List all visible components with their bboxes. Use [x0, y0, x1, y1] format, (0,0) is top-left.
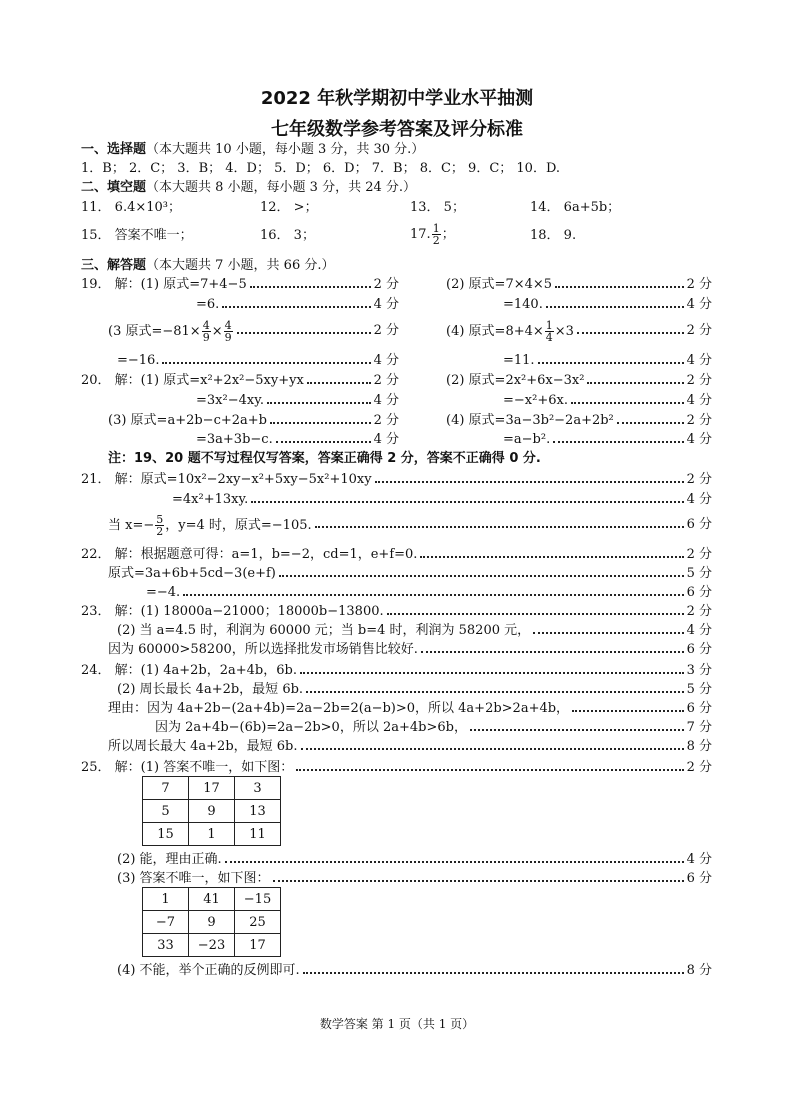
q19-line-2	[196, 296, 399, 314]
grid-cell: 3	[235, 777, 281, 800]
q25-step: (3) 答案不唯一，如下图：	[117, 871, 270, 886]
score: 5 分	[686, 566, 712, 581]
q24-step: (2) 周长最长 4a+2b，最短 6b.	[117, 682, 304, 697]
q25-step: (4) 不能，举个正确的反例即可.	[117, 963, 300, 978]
grid-cell: 33	[143, 934, 189, 957]
grid-cell: 5	[143, 800, 189, 823]
fraction-denominator: 9	[202, 330, 210, 344]
score: 4 分	[373, 432, 399, 447]
fraction-denominator: 2	[432, 234, 440, 247]
page-footer: 数学答案 第 1 页（共 1 页）	[319, 1017, 475, 1031]
q22-step: 22． 解：根据题意可得：a=1，b=−2，cd=1，e+f=0.	[81, 547, 418, 562]
q22-line-1	[81, 546, 712, 564]
score: 3 分	[686, 663, 712, 678]
q20-step: (4) 原式=3a−3b²−2a+2b²	[446, 413, 614, 428]
q23-step: 因为 60000>58200，所以选择批发市场销售比较好.	[108, 642, 418, 657]
score: 6 分	[686, 701, 712, 716]
q21-step: =4x²+13xy.	[172, 492, 249, 507]
q19-step: =−16.	[117, 353, 160, 368]
fill-answer-15: 15． 答案不唯一；	[81, 228, 193, 243]
score: 4 分	[373, 297, 399, 312]
fill-answer-17-tail: ；	[441, 227, 455, 242]
q22-step: =−4.	[146, 585, 181, 600]
q21-step-part: ，y=4 时，原式=−105.	[165, 517, 312, 533]
q19-step-part: (3 原式=−81×	[108, 323, 201, 339]
score: 6 分	[686, 585, 712, 600]
fraction-denominator: 2	[156, 524, 164, 538]
section-solve-heading	[81, 258, 335, 274]
section-fill-note: （本大题共 8 小题，每小题 3 分，共 24 分.）	[146, 180, 417, 195]
grid-cell: 1	[189, 823, 235, 846]
grid-cell: 9	[189, 911, 235, 934]
fill-answer-17-num: 17.	[410, 227, 431, 242]
q24-step: 因为 2a+4b−(6b)=2a−2b>0，所以 2a+4b>6b，	[155, 720, 467, 735]
q19-step: 19． 解：(1) 原式=7+4−5	[81, 277, 247, 292]
choice-answers: 1．B； 2．C； 3．B； 4．D； 5．D； 6．D； 7．B； 8．C； 9．C； 10．D.	[81, 161, 561, 176]
score: 2 分	[373, 277, 399, 292]
grid-cell: 1	[143, 888, 189, 911]
q20-step: =a−b².	[503, 432, 551, 447]
q21-step-part: 当 x=−	[108, 517, 155, 533]
score: 7 分	[686, 720, 712, 735]
title-line-1: 2022 年秋学期初中学业水平抽测	[260, 88, 534, 109]
score: 2 分	[686, 472, 712, 487]
score: 4 分	[686, 393, 712, 408]
grid-cell: 11	[235, 823, 281, 846]
table-row	[143, 911, 281, 934]
fill-answer-11: 11． 6.4×10³；	[81, 200, 181, 215]
score: 5 分	[686, 682, 712, 697]
table-row	[143, 934, 281, 957]
q22-line-3	[146, 584, 712, 602]
score: 4 分	[373, 353, 399, 368]
fraction	[155, 514, 164, 537]
grid-cell: −23	[189, 934, 235, 957]
q25-line-1	[81, 759, 712, 777]
section-solve-title: 三、解答题	[81, 258, 147, 273]
q24-line-4	[155, 719, 712, 737]
score: 2 分	[686, 604, 712, 619]
q23-step: 23． 解：(1) 18000a−21000；18000b−13800.	[81, 604, 384, 619]
grid-cell: 17	[235, 934, 281, 957]
grid-cell: 15	[143, 823, 189, 846]
score: 2 分	[373, 373, 399, 388]
table-row	[143, 823, 281, 846]
fill-answer-12: 12． >；	[260, 200, 318, 215]
q23-line-3	[108, 641, 712, 659]
q19-step-part: ×	[211, 323, 223, 339]
section-solve-note: （本大题共 7 小题，共 66 分.）	[146, 258, 335, 273]
q19-step: (2) 原式=7×4×5	[446, 277, 553, 292]
q21-line-2	[172, 491, 712, 509]
q20-line-r3	[446, 412, 712, 430]
q24-step: 所以周长最大 4a+2b，最短 6b.	[108, 739, 298, 754]
q25-line-4	[117, 962, 712, 980]
score: 6 分	[686, 871, 712, 886]
score: 2 分	[686, 547, 712, 562]
score: 2 分	[686, 760, 712, 775]
score: 4 分	[686, 492, 712, 507]
grid-cell: 7	[143, 777, 189, 800]
q19-line-1	[81, 276, 399, 294]
section-fill-title: 二、填空题	[81, 180, 147, 195]
score: 4 分	[373, 393, 399, 408]
grid-cell: 17	[189, 777, 235, 800]
q21-line-3	[108, 510, 712, 540]
fraction	[224, 320, 233, 343]
fraction	[545, 320, 554, 343]
score: 4 分	[686, 353, 712, 368]
q24-line-2	[117, 681, 712, 699]
q23-line-2	[117, 622, 712, 640]
score: 4 分	[686, 432, 712, 447]
q20-line-r2	[503, 392, 712, 410]
magic-square-2	[142, 887, 281, 957]
q21-line-1	[81, 471, 712, 489]
fill-answer-14: 14． 6a+5b；	[530, 200, 621, 215]
fraction-numerator: 1	[432, 222, 440, 235]
q20-step: =3x²−4xy.	[196, 393, 264, 408]
q24-step: 理由：因为 4a+2b−(2a+4b)=2a−2b=2(a−b)>0，所以 4a+2b>2a+4b，	[108, 701, 570, 716]
fill-answer-16: 16． 3；	[260, 228, 315, 243]
q20-line-4	[196, 431, 399, 449]
q20-step: 20． 解：(1) 原式=x²+2x²−5xy+yx	[81, 373, 304, 388]
fraction-numerator: 5	[156, 512, 164, 526]
section-fill-heading	[81, 180, 416, 196]
q21-step: 21． 解：原式=10x²−2xy−x²+5xy−5x²+10xy	[81, 472, 372, 487]
q20-step: (2) 原式=2x²+6x−3x²	[446, 373, 585, 388]
q22-line-2	[108, 565, 712, 583]
fraction-numerator: 4	[224, 318, 232, 332]
q24-line-1	[81, 662, 712, 680]
score: 2 分	[686, 413, 712, 428]
q20-step: =3a+3b−c.	[196, 432, 273, 447]
q20-step: (3) 原式=a+2b−c+2a+b	[108, 413, 267, 428]
fraction-denominator: 9	[224, 330, 232, 344]
fill-answer-18: 18． 9.	[530, 228, 577, 243]
q25-line-3	[117, 870, 712, 888]
q19-line-3	[108, 316, 399, 346]
fraction-denominator: 4	[545, 330, 553, 344]
q22-step: 原式=3a+6b+5cd−3(e+f)	[108, 566, 276, 581]
score: 8 分	[686, 739, 712, 754]
score: 6 分	[686, 517, 712, 532]
q19-20-note: 注：19、20 题不写过程仅写答案，答案正确得 2 分，答案不正确得 0 分.	[108, 451, 541, 466]
score: 4 分	[686, 623, 712, 638]
fraction-numerator: 4	[202, 318, 210, 332]
q20-line-1	[81, 372, 399, 390]
q25-step: (2) 能，理由正确.	[117, 852, 222, 867]
q19-step	[446, 320, 574, 343]
section-choice-heading	[81, 142, 424, 158]
grid-cell: 25	[235, 911, 281, 934]
q20-line-r4	[503, 431, 712, 449]
section-choice-note: （本大题共 10 小题，每小题 3 分，共 30 分.）	[146, 142, 425, 157]
q20-line-2	[196, 392, 399, 410]
q20-line-r1	[446, 372, 712, 390]
q24-line-5	[108, 738, 712, 756]
grid-cell: 41	[189, 888, 235, 911]
q19-line-r4	[503, 352, 712, 370]
fraction-numerator: 1	[545, 318, 553, 332]
fraction	[202, 320, 211, 343]
q19-step: =6.	[196, 297, 220, 312]
q23-step: (2) 当 a=4.5 时，利润为 60000 元；当 b=4 时，利润为 58200 元，	[117, 623, 531, 638]
score: 8 分	[686, 963, 712, 978]
section-choice-title: 一、选择题	[81, 142, 147, 157]
fill-answer-13: 13． 5；	[410, 200, 465, 215]
q19-line-4	[117, 352, 399, 370]
score: 4 分	[686, 852, 712, 867]
q19-step: =11.	[503, 353, 535, 368]
score: 2 分	[686, 323, 712, 338]
q20-line-3	[108, 412, 399, 430]
score: 2 分	[686, 277, 712, 292]
table-row	[143, 777, 281, 800]
q19-step-part: (4) 原式=8+4×	[446, 323, 544, 339]
score: 4 分	[686, 297, 712, 312]
q20-step: =−x²+6x.	[503, 393, 568, 408]
table-row	[143, 800, 281, 823]
score: 2 分	[373, 413, 399, 428]
score: 6 分	[686, 642, 712, 657]
q19-step	[108, 320, 234, 343]
q19-line-r2	[503, 296, 712, 314]
q25-line-2	[117, 851, 712, 869]
q24-line-3	[108, 700, 712, 718]
grid-cell: 9	[189, 800, 235, 823]
q24-step: 24． 解：(1) 4a+2b，2a+4b，6b.	[81, 663, 297, 678]
grid-cell: −15	[235, 888, 281, 911]
grid-cell: −7	[143, 911, 189, 934]
q19-line-r1	[446, 276, 712, 294]
fill-answer-17	[410, 222, 455, 248]
title-line-2: 七年级数学参考答案及评分标准	[271, 119, 523, 140]
score: 2 分	[686, 373, 712, 388]
q23-line-1	[81, 603, 712, 621]
q19-step: =140.	[503, 297, 543, 312]
q19-step-part: ×3	[554, 323, 574, 339]
q19-line-r3	[446, 316, 712, 346]
q25-step: 25． 解：(1) 答案不唯一，如下图：	[81, 760, 294, 775]
grid-cell: 13	[235, 800, 281, 823]
magic-square-1	[142, 776, 281, 846]
table-row	[143, 888, 281, 911]
score: 2 分	[373, 323, 399, 338]
q21-step	[108, 514, 312, 537]
fill-answer-17-fraction	[432, 223, 441, 246]
